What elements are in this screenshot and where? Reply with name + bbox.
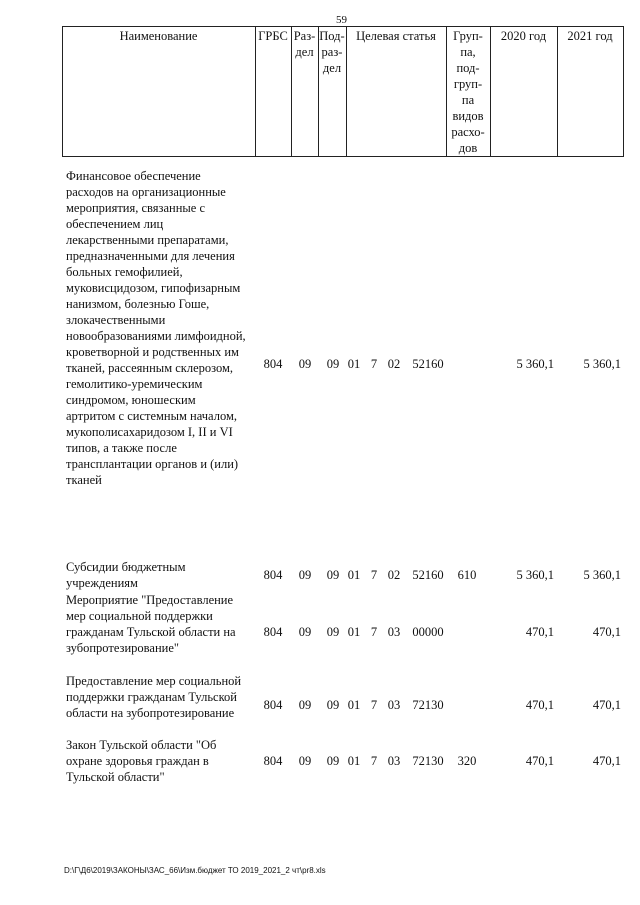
row-target-2: 7 [370, 625, 378, 639]
header-razdel: Раз- дел [293, 29, 316, 59]
row-2020: 470,1 [525, 698, 554, 712]
row-target-2: 7 [370, 698, 378, 712]
row-target-2: 7 [370, 357, 378, 371]
row-target-1: 01 [347, 357, 361, 371]
row-target-3: 03 [387, 754, 401, 768]
row-2021: 470,1 [592, 754, 621, 768]
row-target-1: 01 [347, 698, 361, 712]
row-name: Финансовое обеспечение расходов на организационные мероприятия, связанные с обеспечением лиц лекарственными препаратами, предназначенными для лечения больных гемофилией, муковисцидозом, гипофизарным нанизмом, болезнью Гоше, злокачественными новообразованиями лимфоидной, кроветворной и родственных им тканей, рассеянным склерозом, гемолитико-уремическим синдромом, юношеским артритом с системным началом, мукополисахаридозом I, II и VI типов, а также после трансплантации органов и (или) тканей [66, 169, 246, 487]
row-razdel: 09 [298, 698, 312, 712]
header-2021: 2021 год [567, 29, 613, 43]
row-2020: 5 360,1 [516, 568, 554, 582]
row-grbs: 804 [263, 698, 283, 712]
row-podrazdel: 09 [326, 625, 340, 639]
row-2020: 470,1 [525, 625, 554, 639]
row-2021: 5 360,1 [583, 357, 621, 371]
row-target-4: 72130 [412, 698, 444, 712]
row-podrazdel: 09 [326, 698, 340, 712]
row-target-2: 7 [370, 754, 378, 768]
row-name: Мероприятие "Предоставление мер социальной поддержки гражданам Тульской области на зубопротезирование" [66, 593, 236, 655]
row-name: Предоставление мер социальной поддержки гражданам Тульской области на зубопротезирование [66, 674, 242, 720]
row-target-1: 01 [347, 754, 361, 768]
row-target-1: 01 [347, 568, 361, 582]
header-2020: 2020 год [500, 29, 547, 43]
header-podrazdel: Под- раз- дел [319, 29, 345, 75]
row-target-3: 02 [387, 357, 401, 371]
row-podrazdel: 09 [326, 357, 340, 371]
row-podrazdel: 09 [326, 568, 340, 582]
row-grbs: 804 [263, 625, 283, 639]
row-2021: 470,1 [592, 625, 621, 639]
row-target-3: 03 [387, 625, 401, 639]
row-target-3: 02 [387, 568, 401, 582]
row-2020: 5 360,1 [516, 357, 554, 371]
row-2021: 5 360,1 [583, 568, 621, 582]
row-group: 320 [457, 754, 477, 768]
row-name: Субсидии бюджетным учреждениям [66, 560, 186, 590]
row-grbs: 804 [263, 357, 283, 371]
header-group: Груп- па, под- груп- па видов расхо- дов [451, 29, 485, 155]
header-target: Целевая статья [356, 29, 436, 43]
header-grbs: ГРБС [258, 29, 288, 43]
row-grbs: 804 [263, 754, 283, 768]
row-target-4: 72130 [412, 754, 444, 768]
row-razdel: 09 [298, 568, 312, 582]
row-razdel: 09 [298, 625, 312, 639]
row-podrazdel: 09 [326, 754, 340, 768]
file-path-footer: D:\Г\Д6\2019\ЗАКОНЫ\ЗАС_66\Изм.бюджет ТО 2019_2021_2 чт\pr8.xls [64, 866, 326, 875]
row-target-4: 52160 [412, 568, 444, 582]
row-target-3: 03 [387, 698, 401, 712]
row-target-1: 01 [347, 625, 361, 639]
row-group: 610 [457, 568, 477, 582]
header-name: Наименование [119, 29, 198, 43]
row-razdel: 09 [298, 754, 312, 768]
row-razdel: 09 [298, 357, 312, 371]
row-name: Закон Тульской области "Об охране здоровья граждан в Тульской области" [66, 738, 217, 784]
page-number: 59 [336, 14, 347, 26]
row-2021: 470,1 [592, 698, 621, 712]
row-target-4: 00000 [412, 625, 444, 639]
row-2020: 470,1 [525, 754, 554, 768]
row-grbs: 804 [263, 568, 283, 582]
row-target-2: 7 [370, 568, 378, 582]
row-target-4: 52160 [412, 357, 444, 371]
